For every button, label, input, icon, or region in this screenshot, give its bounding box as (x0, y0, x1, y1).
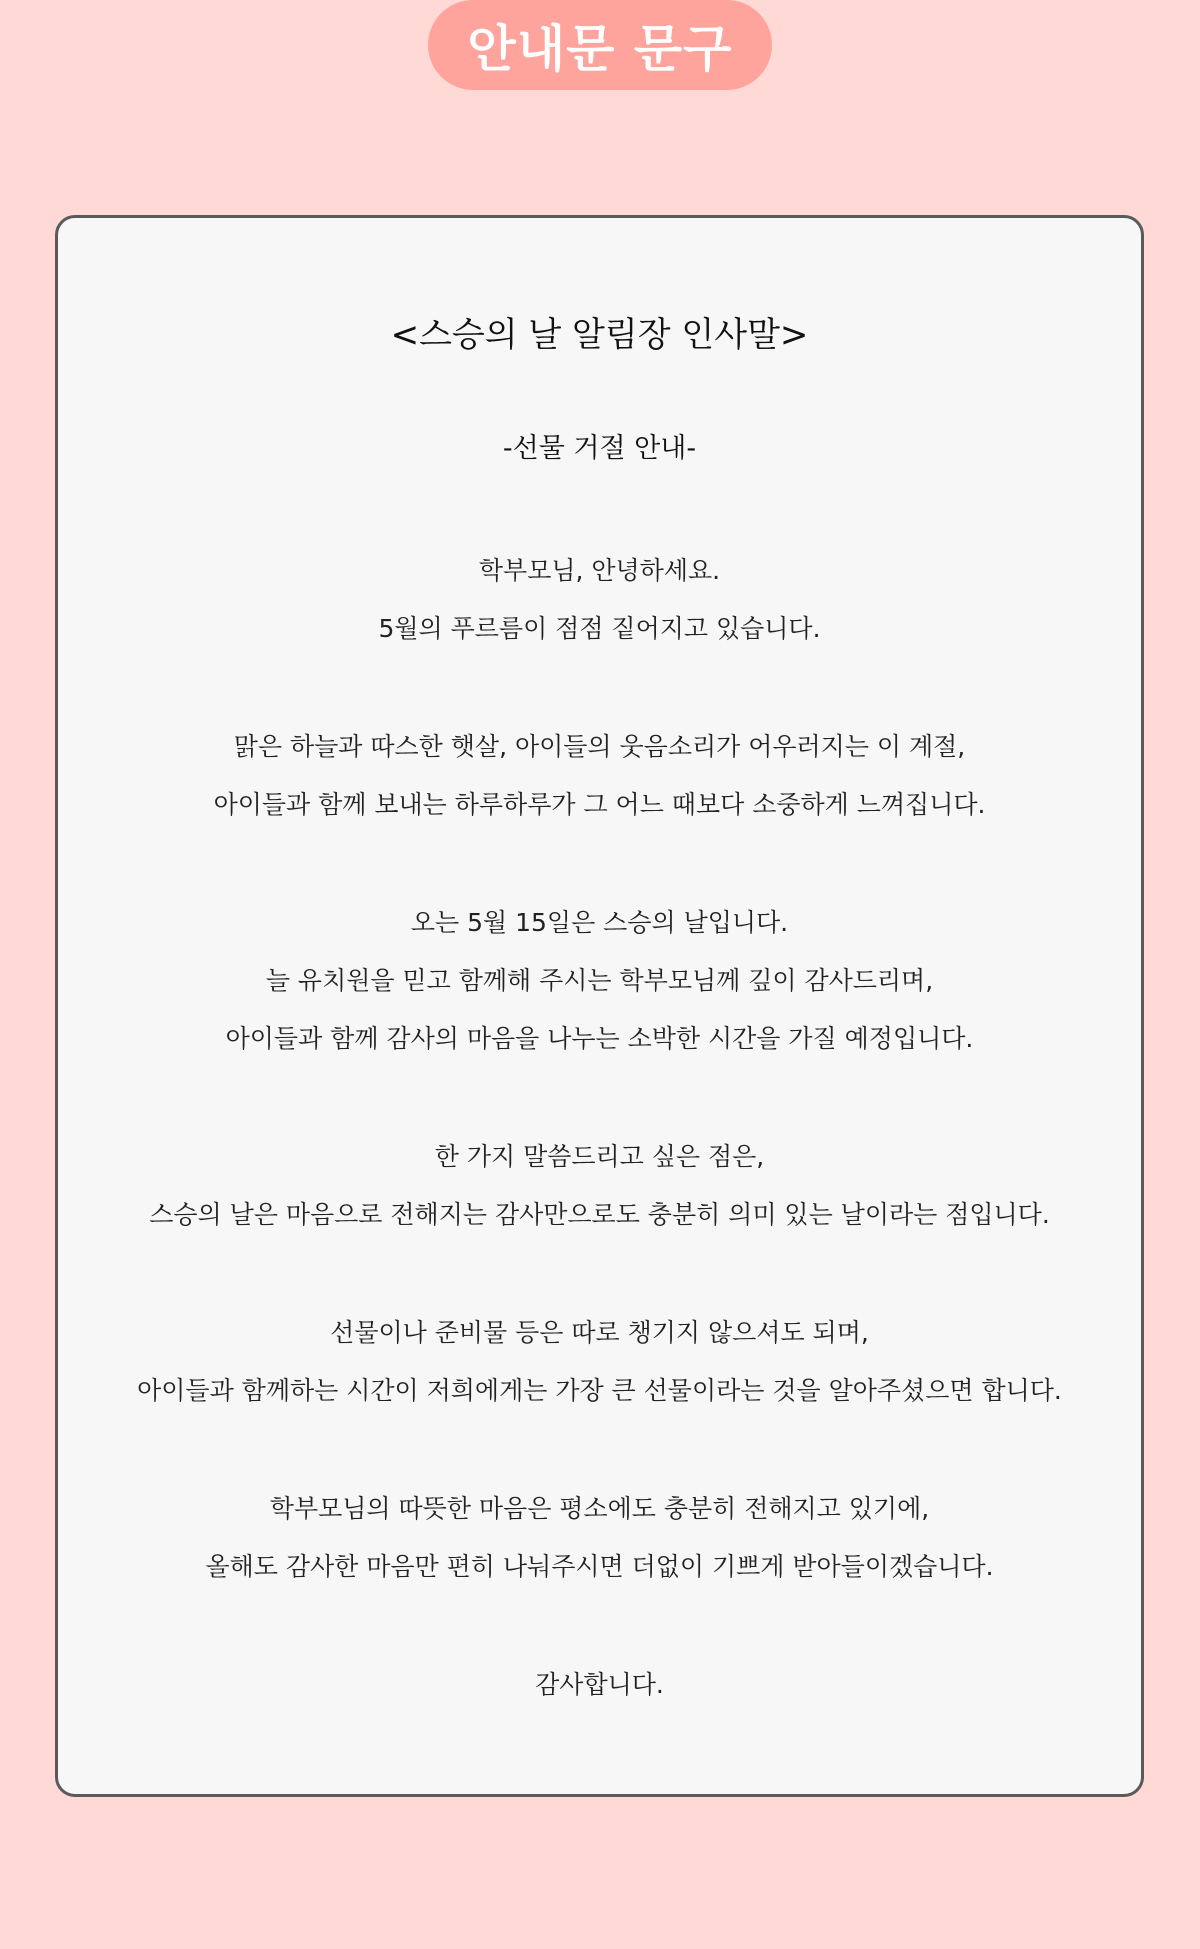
notice-card (55, 215, 1144, 1797)
paragraph-line: 올해도 감사한 마음만 편히 나눠주시면 더없이 기쁘게 받아들이겠습니다. (205, 1552, 994, 1581)
paragraph-line: 학부모님, 안녕하세요. (478, 556, 721, 585)
paragraph-line: 맑은 하늘과 따스한 햇살, 아이들의 웃음소리가 어우러지는 이 계절, (233, 732, 966, 761)
paragraph-line: 아이들과 함께하는 시간이 저희에게는 가장 큰 선물이라는 것을 알아주셨으면 합니다. (137, 1376, 1062, 1405)
thanks-paragraph (58, 1480, 1141, 1596)
gift-decline-paragraph (58, 1304, 1141, 1420)
paragraph-line: 스승의 날은 마음으로 전해지는 감사만으로도 충분히 의미 있는 날이라는 점입니다. (149, 1200, 1050, 1229)
season-paragraph (58, 718, 1141, 834)
paragraph-line: 한 가지 말씀드리고 싶은 점은, (434, 1142, 765, 1171)
notice-badge: 안내문 문구 (428, 0, 772, 90)
closing-text: 감사합니다. (535, 1670, 664, 1699)
paragraph-line: 선물이나 준비물 등은 따로 챙기지 않으셔도 되며, (330, 1318, 869, 1347)
teachers-day-paragraph (58, 894, 1141, 1068)
paragraph-line: 늘 유치원을 믿고 함께해 주시는 학부모님께 깊이 감사드리며, (265, 966, 934, 995)
notice-subtitle: -선물 거절 안내- (502, 433, 697, 464)
paragraph-line: 5월의 푸르름이 점점 짙어지고 있습니다. (378, 614, 821, 643)
notice-title: <스승의 날 알림장 인사말> (390, 315, 809, 355)
paragraph-line: 아이들과 함께 감사의 마음을 나누는 소박한 시간을 가질 예정입니다. (225, 1024, 974, 1053)
paragraph-line: 오는 5월 15일은 스승의 날입니다. (410, 908, 789, 937)
paragraph-line: 학부모님의 따뜻한 마음은 평소에도 충분히 전해지고 있기에, (269, 1494, 930, 1523)
greeting-paragraph (58, 542, 1141, 658)
paragraph-line: 아이들과 함께 보내는 하루하루가 그 어느 때보다 소중하게 느껴집니다. (213, 790, 986, 819)
meaning-paragraph (58, 1128, 1141, 1244)
